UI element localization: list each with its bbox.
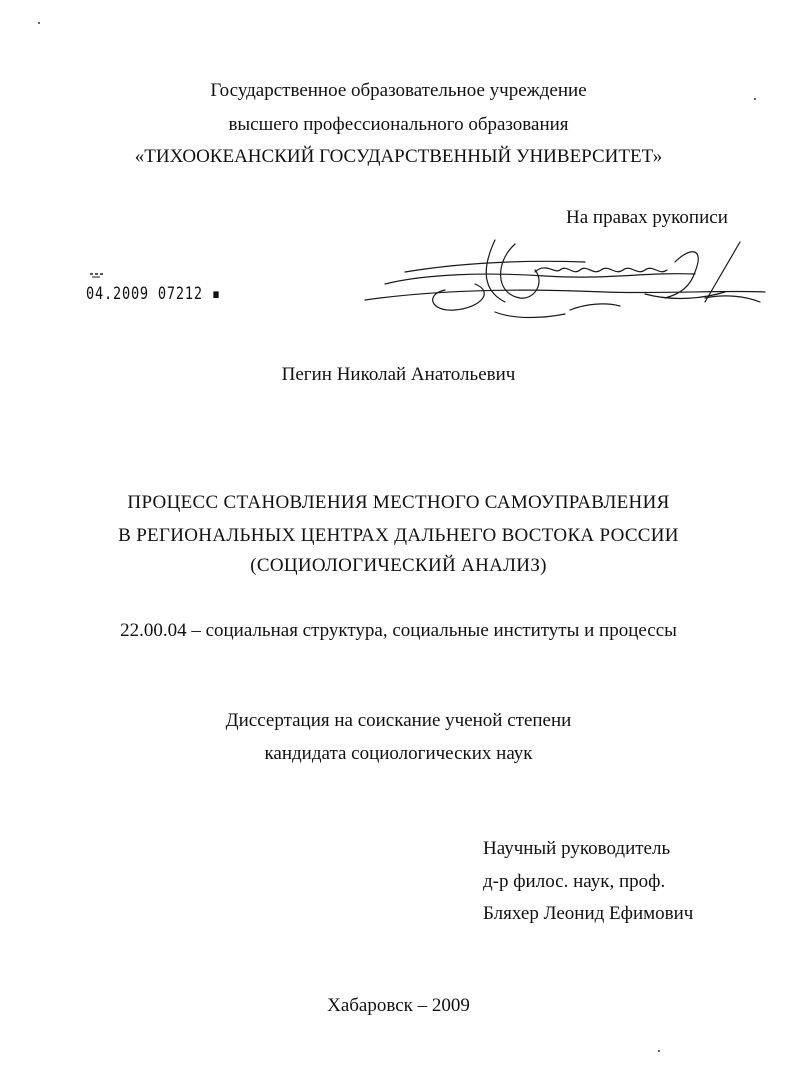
signature-icon <box>345 232 775 327</box>
scan-speck <box>658 1050 660 1052</box>
stamp-dot-icon: ▪ <box>202 284 221 304</box>
registration-stamp <box>86 284 221 304</box>
author-name: Пегин Николай Анатольевич <box>281 364 516 385</box>
university-name: «ТИХООКЕАНСКИЙ ГОСУДАРСТВЕННЫЙ УНИВЕРСИТЕТ» <box>134 146 663 167</box>
dissertation-line-2: кандидата социологических наук <box>264 743 533 764</box>
scan-speck <box>754 98 756 100</box>
dissertation-line-1: Диссертация на соискание ученой степени <box>225 710 572 731</box>
place-year: Хабаровск – 2009 <box>327 995 470 1016</box>
scan-speck <box>38 22 40 24</box>
stamp-number: 04.2009 07212 <box>86 284 203 304</box>
title-line-2: В РЕГИОНАЛЬНЫХ ЦЕНТРАХ ДАЛЬНЕГО ВОСТОКА РОССИИ <box>118 525 679 546</box>
institution-line-2: высшего профессионального образования <box>228 114 569 135</box>
manuscript-note: На правах рукописи <box>566 207 728 228</box>
specialty-code: 22.00.04 – социальная структура, социальные институты и процессы <box>120 620 677 641</box>
supervisor-label: Научный руководитель <box>483 838 671 859</box>
stamp-mark-icon <box>88 272 106 278</box>
title-line-3: (СОЦИОЛОГИЧЕСКИЙ АНАЛИЗ) <box>250 555 547 576</box>
supervisor-name: Бляхер Леонид Ефимович <box>483 903 694 924</box>
institution-line-1: Государственное образовательное учреждение <box>210 80 587 101</box>
supervisor-degree: д-р филос. наук, проф. <box>483 871 666 892</box>
title-line-1: ПРОЦЕСС СТАНОВЛЕНИЯ МЕСТНОГО САМОУПРАВЛЕНИЯ <box>127 492 670 513</box>
